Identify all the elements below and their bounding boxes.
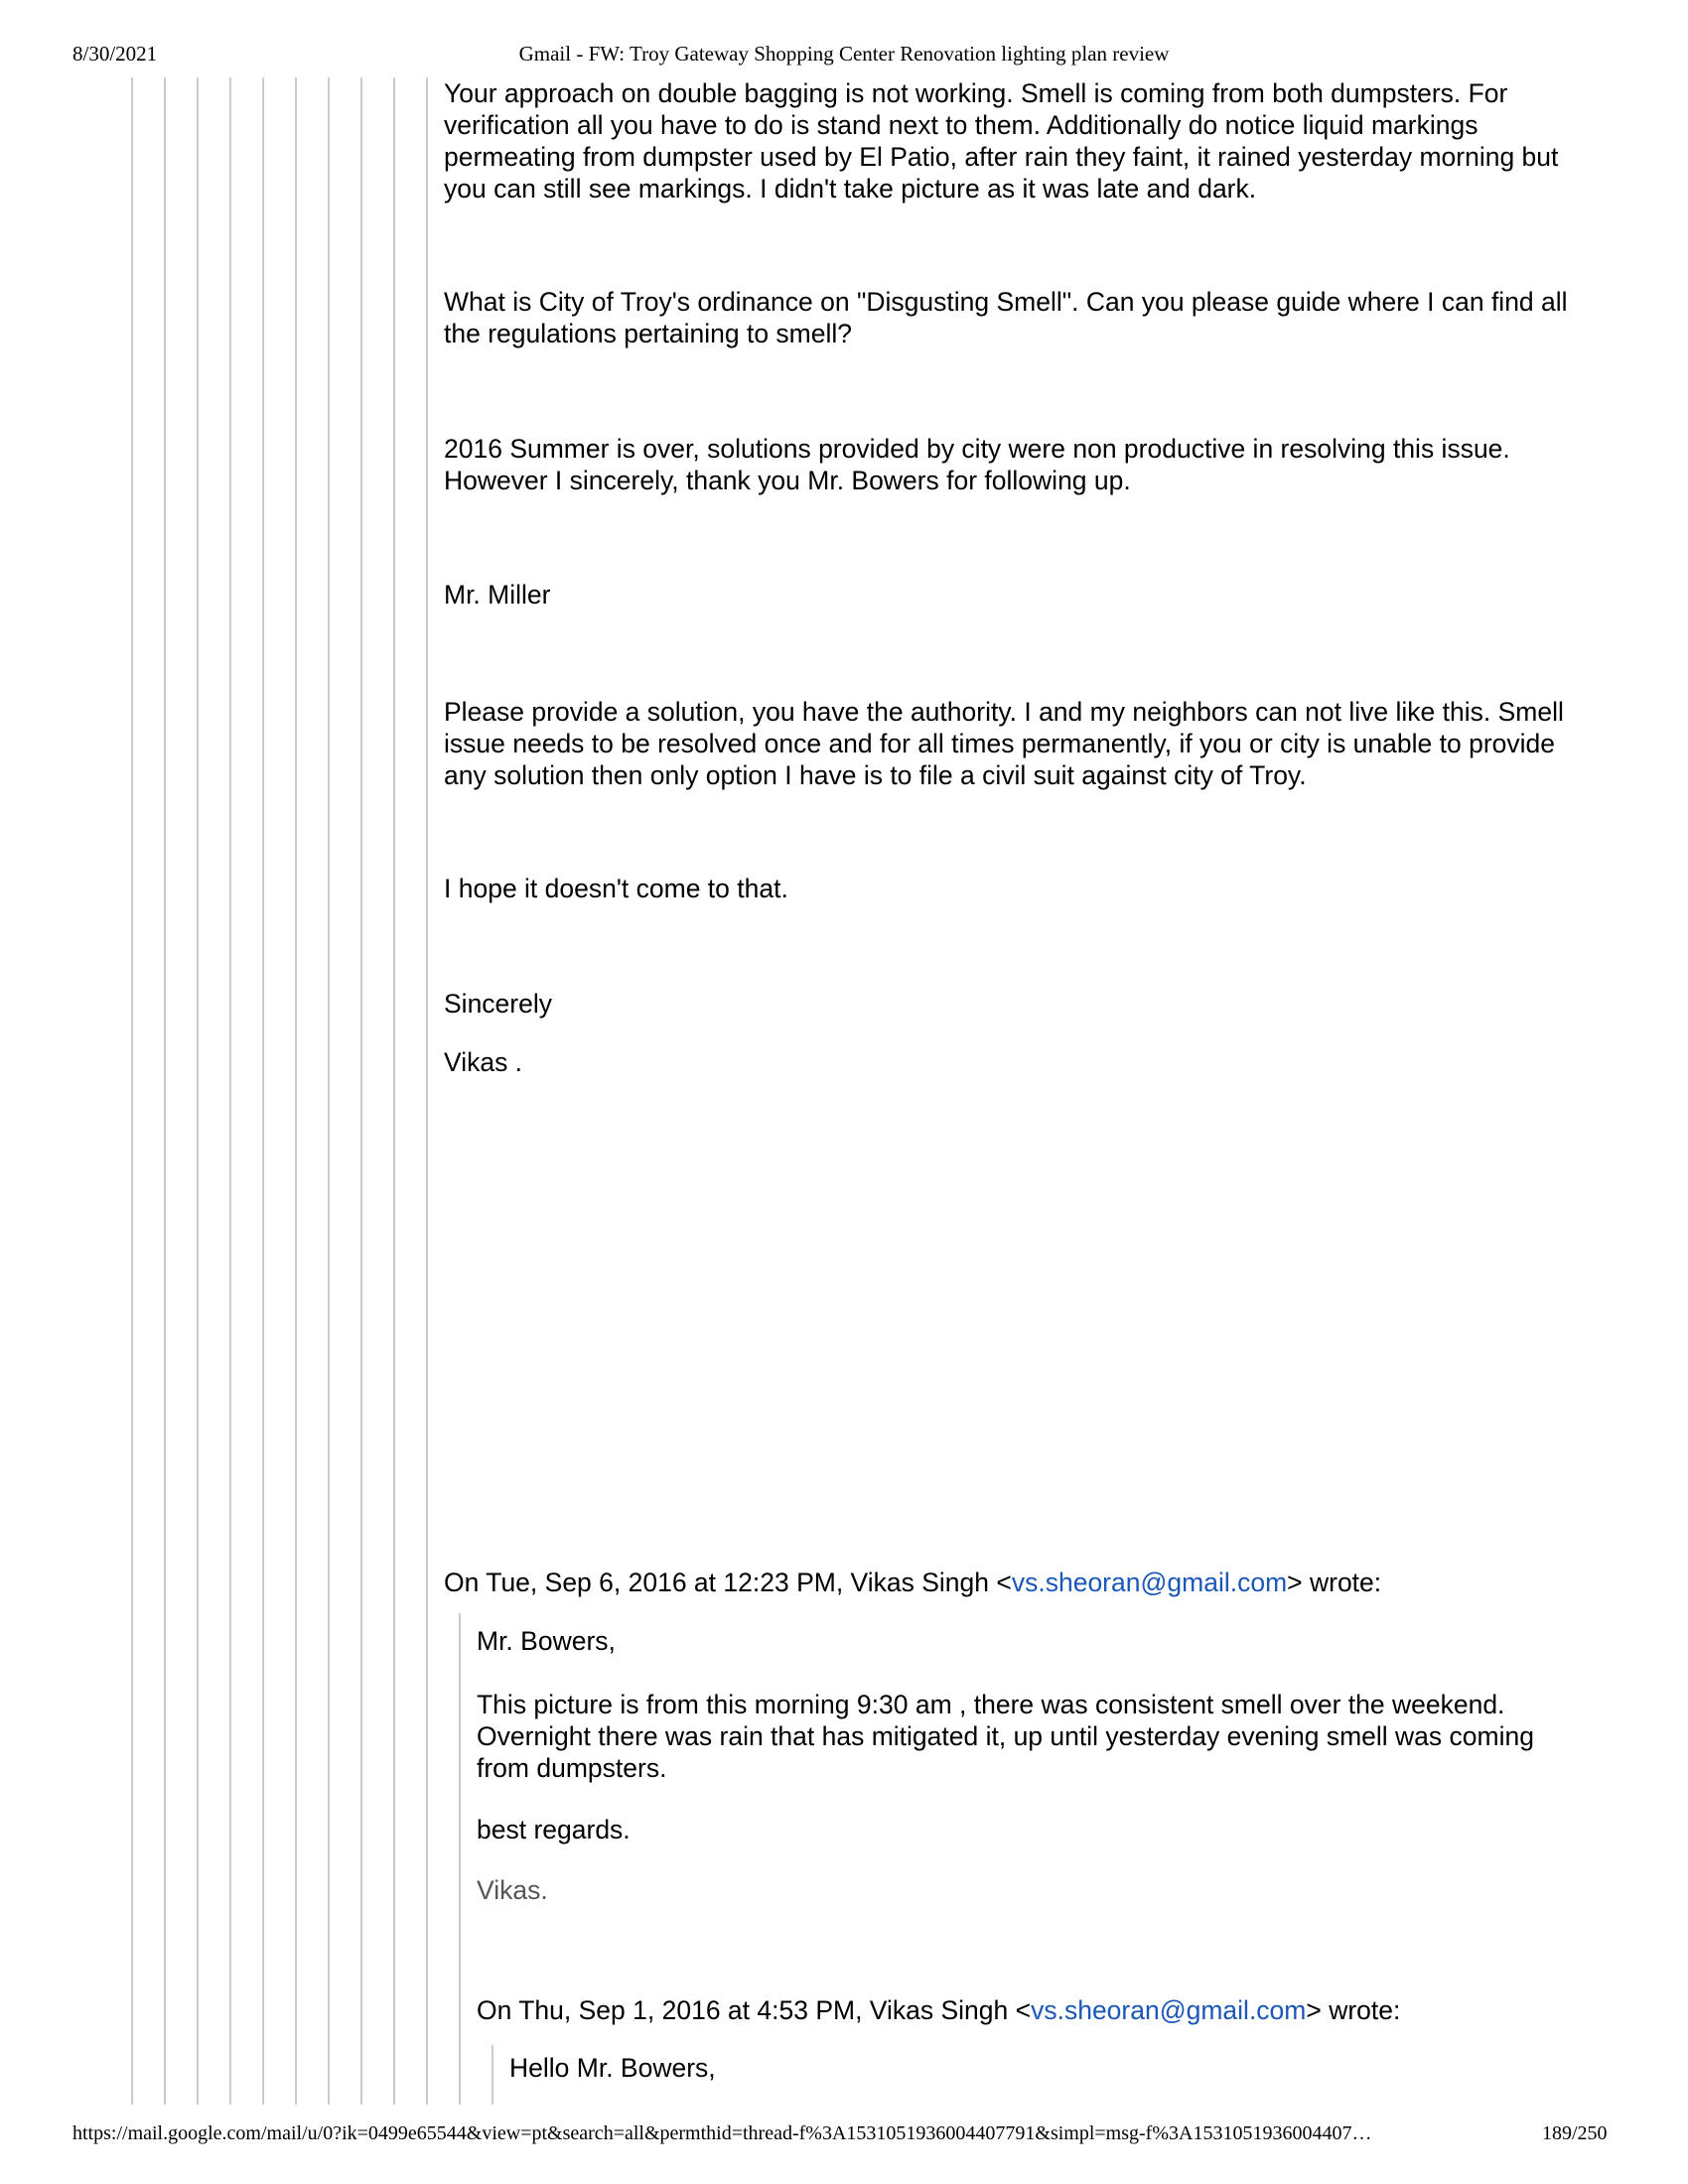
page-title: Gmail - FW: Troy Gateway Shopping Center Renovation lighting plan review bbox=[518, 42, 1170, 66]
email-link[interactable]: vs.sheoran@gmail.com bbox=[1031, 1995, 1307, 2025]
quote-bar bbox=[459, 1613, 461, 2105]
attribution-text: On Thu, Sep 1, 2016 at 4:53 PM, Vikas Singh < bbox=[477, 1995, 1032, 2025]
attribution-text: > wrote: bbox=[1306, 1995, 1401, 2025]
quote-signature: Vikas. bbox=[477, 1875, 548, 1905]
message-paragraph: 2016 Summer is over, solutions provided by city were non productive in resolving this issue. However I sincerely, thank you Mr. Bowers for following up. bbox=[444, 434, 1510, 495]
quote-bar bbox=[393, 77, 395, 2105]
attribution-text: > wrote: bbox=[1287, 1568, 1382, 1597]
signature: Vikas . bbox=[444, 1047, 523, 1077]
message-paragraph: Mr. Miller bbox=[444, 580, 551, 610]
quote-attribution bbox=[477, 1994, 1589, 2026]
quote-bar bbox=[197, 77, 199, 2105]
message-paragraph: Please provide a solution, you have the authority. I and my neighbors can not live like this. Smell issue needs to be resolved once and for all times permanently, if you or city is unable to provide any solution then only option I have is to file a civil suit against city of Troy. bbox=[444, 697, 1564, 790]
quote-closing: best regards. bbox=[477, 1815, 631, 1844]
quote-bar bbox=[360, 77, 362, 2105]
print-date: 8/30/2021 bbox=[72, 42, 158, 66]
email-link[interactable]: vs.sheoran@gmail.com bbox=[1011, 1568, 1288, 1597]
message-paragraph: Sincerely bbox=[444, 989, 552, 1019]
quote-bar bbox=[492, 2045, 493, 2105]
quote-bar bbox=[262, 77, 264, 2105]
quote-bar bbox=[426, 77, 428, 2105]
quote-greeting: Mr. Bowers, bbox=[477, 1626, 616, 1656]
message-paragraph: Your approach on double bagging is not working. Smell is coming from both dumpsters. For verification all you have to do is stand next to them. Additionally do notice liquid markings permeating from dumpster used by El Patio, after rain they faint, it rained yesterday morning but you can still see markings. I didn't take picture as it was late and dark. bbox=[444, 78, 1559, 204]
quote-bar bbox=[131, 77, 133, 2105]
message-paragraph: What is City of Troy's ordinance on "Disgusting Smell". Can you please guide where I can find all the regulations pertaining to smell? bbox=[444, 287, 1568, 348]
quote-attribution bbox=[444, 1567, 1586, 1598]
quote-body: This picture is from this morning 9:30 am , there was consistent smell over the weekend. Overnight there was rain that has mitigated it, up until yesterday evening smell was coming from dumpsters. bbox=[477, 1690, 1534, 1783]
quote-bar bbox=[295, 77, 297, 2105]
quote-bar bbox=[229, 77, 231, 2105]
attribution-text: On Tue, Sep 6, 2016 at 12:23 PM, Vikas Singh < bbox=[444, 1568, 1012, 1597]
quote-bar bbox=[328, 77, 330, 2105]
quote-bar bbox=[164, 77, 166, 2105]
page-number: 189/250 bbox=[1542, 2122, 1608, 2144]
message-paragraph: I hope it doesn't come to that. bbox=[444, 874, 788, 903]
quote-greeting: Hello Mr. Bowers, bbox=[509, 2053, 716, 2083]
footer-url: https://mail.google.com/mail/u/0?ik=0499e65544&view=pt&search=all&permthid=thread-f%3A1531051936004407791&simpl=msg-f%3A1531051936004407… bbox=[72, 2122, 1372, 2144]
